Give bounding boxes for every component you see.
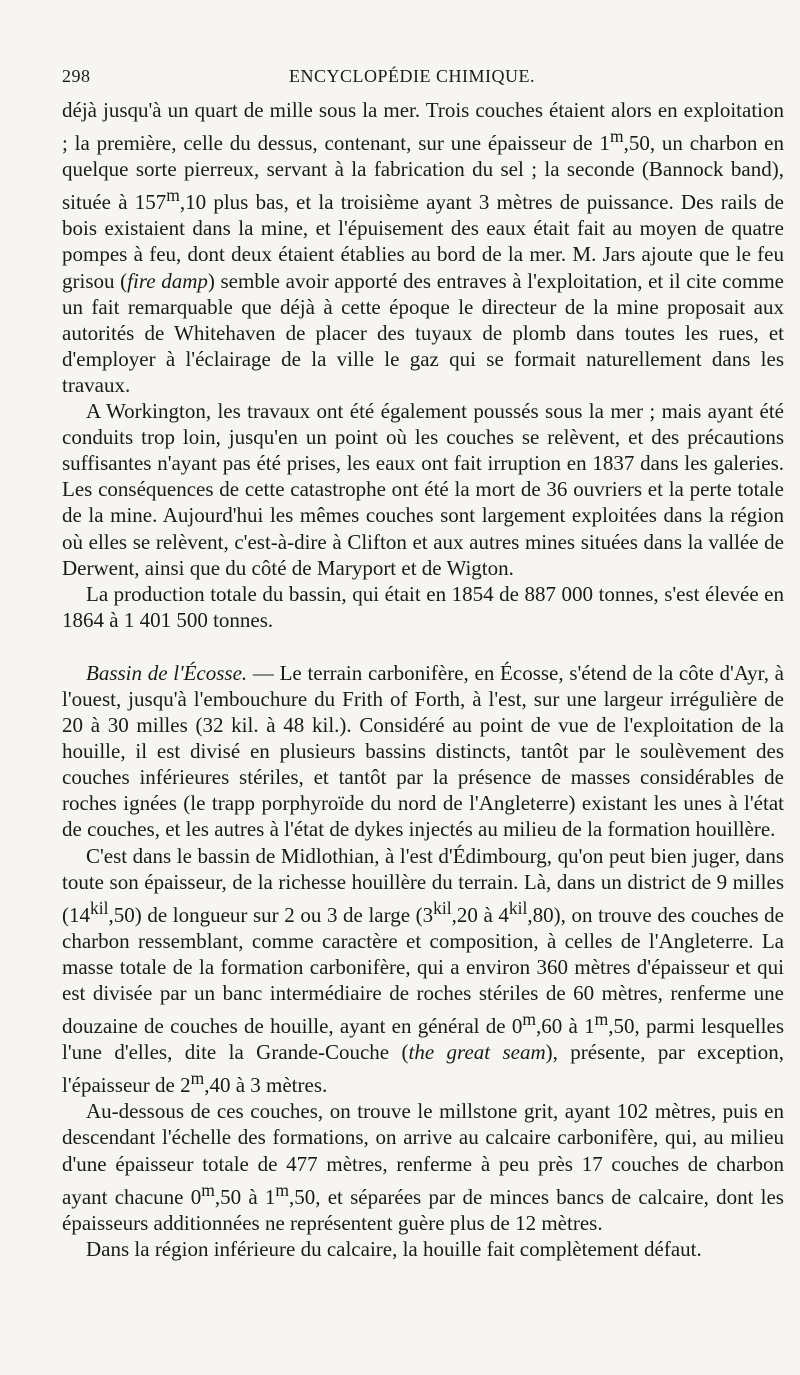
page-body xyxy=(62,97,784,1262)
paragraph-2: A Workington, les travaux ont été également poussés sous la mer ; mais ayant été conduits trop loin, jusqu'en un point où les couches se relèvent, et des précautions suffisantes n'ayant pas été prises, les eaux ont fait irruption en 1837 dans les galeries. Les conséquences de cette catastrophe ont été la mort de 36 ouvriers et la perte totale de la mine. Aujourd'hui les mêmes couches sont largement exploitées dans la région où elles se relèvent, c'est-à-dire à Clifton et aux autres mines situées dans la vallée de Derwent, ainsi que du côté de Maryport et de Wigton. xyxy=(62,399,784,580)
paragraph-7: Dans la région inférieure du calcaire, la houille fait complètement défaut. xyxy=(86,1236,702,1261)
paragraph-4: Bassin de l'Écosse. — Le terrain carbonifère, en Écosse, s'étend de la côte d'Ayr, à l'ouest, jusqu'à l'embouchure du Frith of Forth, à l'est, sur une largeur irrégulière de 20 à 30 milles (32 kil. à 48 kil.). Considéré au point de vue de l'exploitation de la houille, il est divisé en plusieurs bassins distincts, tantôt par le soulèvement des couches inférieures stériles, et tantôt par la présence de masses considérables de roches ignées (le trapp porphyroïde du nord de l'Angleterre) existant les unes à l'état de couches, et les autres à l'état de dykes injectés au milieu de la formation houillère. xyxy=(62,660,785,842)
paragraph-1: déjà jusqu'à un quart de mille sous la mer. Trois couches étaient alors en exploitation ; la première, celle du dessus, contenant, sur une épaisseur de 1$^m$,50, un charbon en quelque sorte pierreux, servant à la fabrication du sel ; la seconde (Bannock band), située à 157$^m$,10 plus bas, et la troisième ayant 3 mètres de puissance. Des rails de bois existaient dans la mine, et l'épuisement des eaux était fait au moyen de quatre pompes à feu, dont deux étaient établies au bord de la mer. M. Jars ajoute que le feu grisou (fire damp) semble avoir apporté des entraves à l'exploitation, et il cite comme un fait remarquable que déjà à cette époque le directeur de la mine proposait aux autorités de Whitehaven de placer des tuyaux de plomb dans toutes les rues, et d'employer à l'éclairage de la ville le gaz qui se formait naturellement dans les travaux. xyxy=(62,98,784,397)
section-title: Bassin de l'Écosse. xyxy=(86,660,248,685)
paragraph-3: La production totale du bassin, qui était en 1854 de 887 000 tonnes, s'est élevée en 1864 à 1 401 500 tonnes. xyxy=(62,581,784,632)
section-spacer xyxy=(62,633,784,660)
paragraph-5: C'est dans le bassin de Midlothian, à l'est d'Édimbourg, qu'on peut bien juger, dans toute son épaisseur, de la richesse houillère du terrain. Là, dans un district de 9 milles $(14^{kil},50)$ de longueur sur 2 ou 3 de large ($3^{kil},20$ à $4^{kil},80$), on trouve des couches de charbon ressemblant, comme caractère et composition, à celles de l'Angleterre. La masse totale de la formation carbonifère, qui a environ 360 mètres d'épaisseur et qui est divisée par un banc intermédiaire de roches stériles de 60 mètres, renferme une douzaine de couches de houille, ayant en général de 0$^m$,60 à 1$^m$,50, parmi lesquelles l'une d'elles, dite la Grande-Couche (the great seam), présente, par exception, l'épaisseur de 2$^m$,40 à 3 mètres. xyxy=(62,843,785,1098)
page-header xyxy=(62,66,762,96)
page-number: 298 xyxy=(62,66,91,86)
paragraph-6: Au-dessous de ces couches, on trouve le millstone grit, ayant 102 mètres, puis en descendant l'échelle des formations, on arrive au calcaire carbonifère, qui, au milieu d'une épaisseur totale de 477 mètres, renferme à peu près 17 couches de charbon ayant chacune 0$^m$,50 à 1$^m$,50, et séparées par de minces bancs de calcaire, dont les épaisseurs additionnées ne représentent guère plus de 12 mètres. xyxy=(62,1099,784,1235)
running-head: ENCYCLOPÉDIE CHIMIQUE. xyxy=(289,66,535,86)
